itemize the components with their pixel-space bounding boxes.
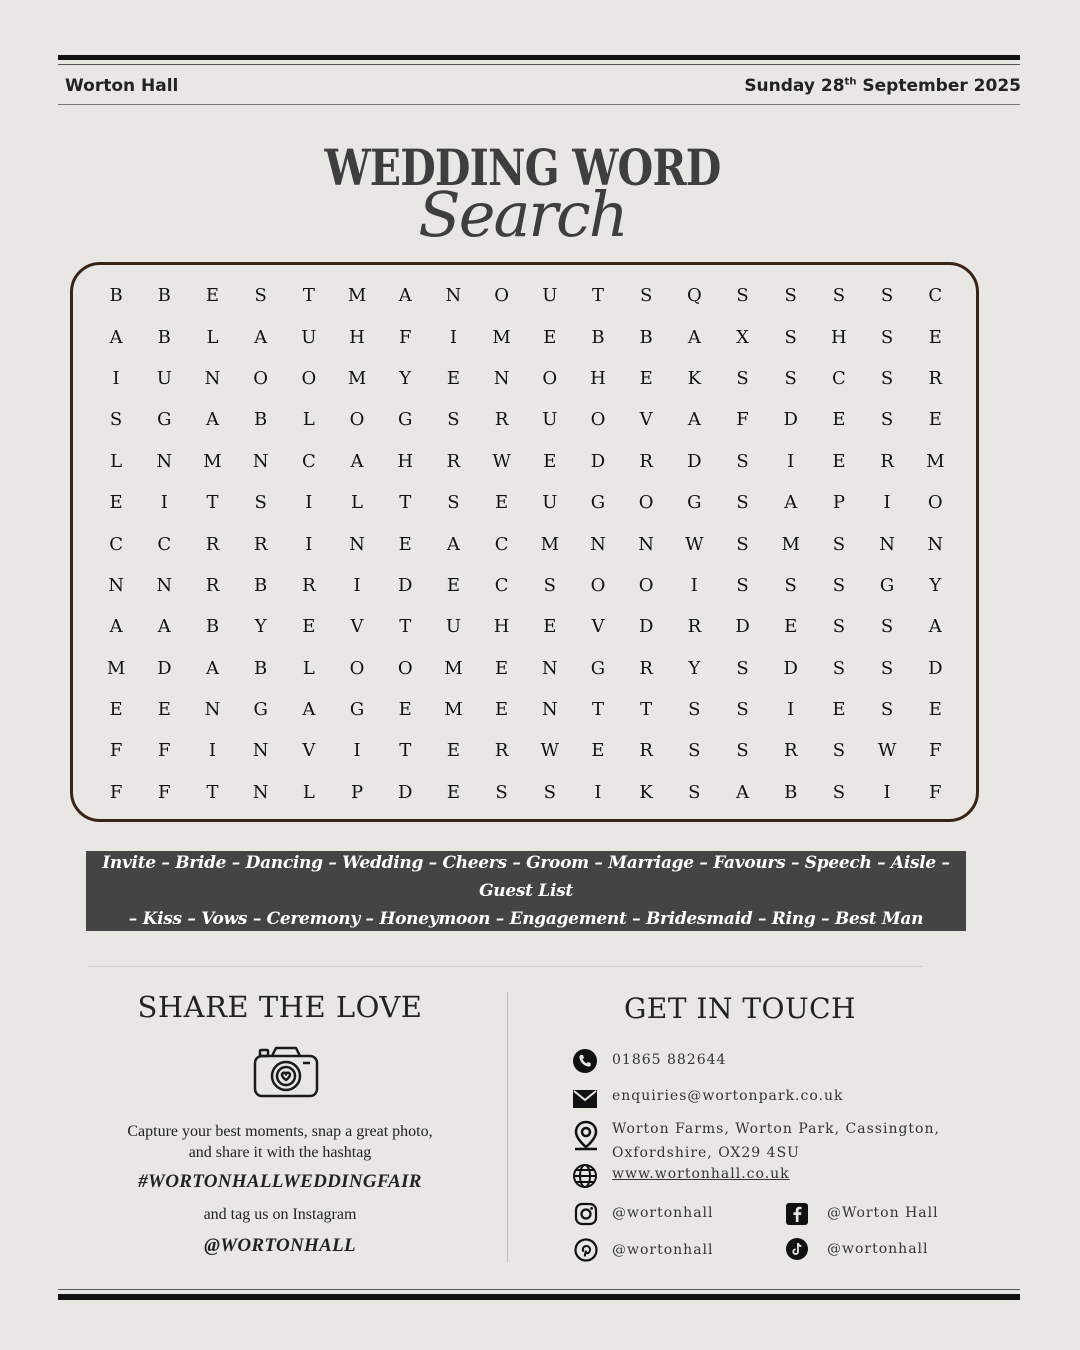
grid-letter: T (591, 699, 604, 721)
grid-letter: E (398, 699, 412, 721)
grid-letter: I (594, 781, 602, 803)
grid-letter: U (301, 326, 317, 348)
grid-letter: S (736, 699, 749, 721)
grid-letter: O (349, 409, 365, 431)
grid-letter: S (832, 657, 846, 679)
grid-letter: A (254, 326, 268, 348)
grid-letter: N (204, 699, 221, 721)
grid-letter: R (302, 574, 316, 596)
globe-icon (572, 1163, 598, 1194)
grid-letter: G (157, 409, 172, 431)
grid-letter: K (687, 367, 702, 389)
grid-letter: R (205, 533, 220, 555)
email-address[interactable]: enquiries@wortonpark.co.uk (612, 1088, 844, 1104)
grid-letter: E (784, 616, 798, 638)
grid-letter: E (832, 699, 846, 721)
grid-letter: O (927, 492, 943, 514)
grid-letter: Y (399, 367, 412, 389)
grid-letter: A (205, 657, 219, 679)
grid-letter: S (447, 492, 460, 514)
grid-letter: S (543, 574, 556, 596)
grid-letter: M (926, 450, 945, 472)
grid-letter: I (208, 740, 217, 762)
grid-letter: A (687, 409, 701, 431)
grid-letter: L (302, 409, 315, 431)
grid-letter: R (687, 616, 702, 638)
grid-letter: E (832, 450, 846, 472)
grid-letter: N (252, 740, 269, 762)
page-title: WEDDING WORD (324, 138, 721, 197)
grid-letter: E (639, 367, 653, 389)
grid-letter: N (156, 450, 173, 472)
bottom-rule-thin (58, 1289, 1020, 1290)
grid-letter: R (928, 367, 943, 389)
grid-letter: U (542, 285, 558, 307)
grid-letter: C (494, 533, 509, 555)
grid-letter: A (157, 616, 171, 638)
grid-letter: M (444, 657, 463, 679)
address (612, 1117, 940, 1165)
grid-letter: X (736, 326, 749, 348)
grid-letter: A (302, 699, 316, 721)
grid-letter: M (203, 450, 222, 472)
grid-letter: N (204, 367, 221, 389)
grid-letter: L (351, 492, 363, 514)
tiktok-icon (786, 1238, 808, 1265)
grid-letter: S (109, 409, 123, 431)
grid-letter: F (158, 781, 171, 803)
grid-letter: N (156, 574, 173, 596)
email-icon (572, 1089, 598, 1114)
grid-letter: S (880, 616, 894, 638)
grid-letter: Y (254, 616, 267, 638)
grid-letter: M (106, 657, 126, 679)
grid-letter: O (301, 367, 317, 389)
grid-letter: E (928, 409, 942, 431)
grid-letter: R (253, 533, 268, 555)
grid-letter: G (349, 699, 365, 721)
grid-letter: N (252, 450, 269, 472)
grid-letter: I (787, 450, 795, 472)
grid-letter: U (445, 616, 461, 638)
share-line-1: Capture your best moments, snap a great photo, (127, 1123, 433, 1140)
grid-letter: V (639, 409, 653, 431)
grid-letter: R (639, 450, 653, 472)
grid-letter: S (736, 574, 749, 596)
top-rule-thick (58, 55, 1020, 60)
grid-letter: B (157, 285, 171, 307)
grid-letter: S (880, 326, 894, 348)
grid-letter: E (205, 285, 220, 307)
grid-letter: C (494, 574, 509, 596)
grid-letter: O (638, 492, 654, 514)
grid-letter: N (252, 781, 269, 803)
grid-letter: N (638, 533, 655, 555)
grid-letter: D (928, 657, 943, 679)
grid-letter: S (447, 409, 460, 431)
grid-letter: F (109, 740, 123, 762)
grid-letter: W (877, 740, 897, 762)
grid-letter: D (157, 657, 172, 679)
grid-letter: S (736, 657, 749, 679)
grid-letter: E (495, 699, 509, 721)
header (65, 74, 1021, 98)
grid-letter: E (446, 367, 460, 389)
grid-letter: N (493, 367, 510, 389)
grid-letter: S (832, 740, 846, 762)
grid-letter: U (156, 367, 172, 389)
grid-letter: E (302, 616, 316, 638)
grid-letter: S (495, 781, 508, 803)
grid-letter: F (736, 409, 749, 431)
grid-letter: C (157, 533, 172, 555)
grid-letter: E (495, 657, 509, 679)
grid-letter: C (832, 367, 846, 389)
grid-letter: F (929, 740, 942, 762)
grid-letter: T (302, 285, 315, 307)
grid-letter: S (688, 781, 701, 803)
grid-letter: T (399, 740, 412, 762)
contact-title: GET IN TOUCH (624, 992, 856, 1025)
event-date: Sunday 28th September 2025 (744, 76, 1021, 96)
grid-letter: T (640, 699, 653, 721)
grid-letter: S (736, 450, 749, 472)
grid-letter: O (542, 367, 558, 389)
instagram-tag-line: and tag us on Instagram (203, 1206, 357, 1223)
grid-letter: I (160, 492, 168, 514)
grid-letter: L (110, 450, 123, 472)
grid-letter: N (879, 533, 895, 555)
grid-letter: E (543, 450, 557, 472)
word-list-line-1: Invite – Bride – Dancing – Wedding – Cheers – Groom – Marriage – Favours – Speech – Aisle – Guest List (102, 853, 950, 901)
grid-letter: G (590, 492, 606, 514)
grid-letter: D (590, 450, 606, 472)
instagram-handle-contact[interactable]: @wortonhall (612, 1205, 714, 1221)
grid-letter: R (639, 657, 653, 679)
page-title-script: Search (418, 178, 627, 251)
grid-letter: W (492, 450, 511, 472)
grid-letter: S (784, 285, 797, 307)
grid-letter: S (736, 533, 749, 555)
grid-letter: H (397, 450, 414, 472)
grid-letter: S (880, 699, 894, 721)
grid-letter: F (398, 326, 412, 348)
grid-letter: S (832, 781, 846, 803)
grid-letter: S (784, 574, 797, 596)
grid-letter: R (783, 740, 798, 762)
grid-letter: A (784, 492, 798, 514)
grid-letter: O (494, 285, 509, 307)
grid-letter: O (638, 574, 654, 596)
grid-letter: M (444, 699, 463, 721)
grid-letter: R (446, 450, 461, 472)
grid-letter: H (349, 326, 365, 348)
grid-letter: H (493, 616, 510, 638)
grid-letter: F (158, 740, 171, 762)
grid-letter: L (302, 657, 315, 679)
grid-letter: D (398, 781, 413, 803)
grid-letter: S (880, 409, 894, 431)
grid-letter: T (591, 285, 604, 307)
grid-letter: S (688, 740, 701, 762)
top-rule-thin (58, 64, 1020, 65)
grid-letter: E (109, 699, 123, 721)
grid-letter: A (398, 285, 412, 307)
grid-letter: C (928, 285, 943, 307)
grid-letter: S (254, 492, 267, 514)
grid-letter: I (353, 574, 361, 596)
grid-letter: N (541, 657, 558, 679)
instagram-icon (574, 1202, 598, 1231)
grid-letter: E (446, 781, 460, 803)
grid-letter: T (206, 781, 219, 803)
grid-letter: I (305, 533, 313, 555)
grid-letter: I (112, 367, 120, 389)
grid-letter: D (687, 450, 702, 472)
grid-letter: V (591, 616, 605, 638)
word-list (86, 851, 966, 931)
grid-letter: E (398, 533, 412, 555)
grid-letter: T (399, 492, 412, 514)
grid-letter: N (349, 533, 365, 555)
grid-letter: R (880, 450, 894, 472)
grid-letter: I (449, 326, 457, 348)
grid-letter: H (590, 367, 606, 389)
grid-letter: S (254, 285, 267, 307)
grid-letter: A (687, 326, 701, 348)
tiktok-handle[interactable]: @wortonhall (827, 1241, 929, 1257)
grid-letter: E (495, 492, 509, 514)
column-divider (507, 992, 508, 1262)
grid-letter: D (783, 409, 798, 431)
pinterest-icon (574, 1238, 598, 1267)
grid-letter: E (109, 492, 123, 514)
grid-letter: B (784, 781, 798, 803)
grid-letter: S (784, 367, 797, 389)
grid-letter: S (639, 285, 653, 307)
grid-letter: S (832, 616, 846, 638)
hashtag: #WORTONHALLWEDDINGFAIR (138, 1171, 422, 1192)
grid-letter: B (639, 326, 653, 348)
grid-letter: S (736, 492, 749, 514)
camera-heart-icon (252, 1044, 320, 1105)
grid-letter: K (639, 781, 653, 803)
grid-letter: S (880, 657, 894, 679)
header-underline (58, 104, 1020, 105)
grid-letter: O (590, 409, 606, 431)
venue-name: Worton Hall (65, 76, 179, 96)
grid-letter: A (446, 533, 460, 555)
grid-letter: I (787, 699, 795, 721)
grid-letter: G (590, 657, 606, 679)
grid-letter: S (832, 285, 846, 307)
grid-letter: B (205, 616, 220, 638)
grid-letter: L (206, 326, 219, 348)
grid-letter: S (736, 367, 749, 389)
grid-letter: A (109, 616, 123, 638)
grid-letter: I (690, 574, 698, 596)
grid-letter: M (540, 533, 559, 555)
grid-letter: U (542, 492, 558, 514)
grid-letter: D (735, 616, 750, 638)
grid-letter: A (736, 781, 750, 803)
facebook-icon (786, 1203, 808, 1230)
grid-letter: B (254, 409, 268, 431)
grid-letter: R (494, 740, 509, 762)
grid-letter: B (157, 326, 171, 348)
grid-letter: G (398, 409, 413, 431)
bottom-rule-thick (58, 1294, 1020, 1300)
grid-letter: A (350, 450, 364, 472)
phone-icon (572, 1048, 598, 1079)
share-description (100, 1121, 460, 1163)
grid-letter: D (638, 616, 654, 638)
grid-letter: W (540, 740, 560, 762)
grid-letter: C (109, 533, 123, 555)
grid-letter: M (781, 533, 800, 555)
grid-letter: O (349, 657, 365, 679)
share-line-2: and share it with the hashtag (188, 1144, 372, 1161)
grid-letter: S (736, 285, 749, 307)
grid-letter: E (157, 699, 171, 721)
grid-letter: V (350, 616, 364, 638)
grid-letter: E (928, 699, 942, 721)
grid-letter: R (639, 740, 653, 762)
grid-letter: N (590, 533, 606, 555)
grid-letter: Q (686, 285, 702, 307)
grid-letter: M (347, 367, 367, 389)
grid-letter: S (784, 326, 797, 348)
grid-letter: S (688, 699, 701, 721)
grid-letter: S (832, 574, 846, 596)
phone-number[interactable]: 01865 882644 (612, 1052, 727, 1068)
website-link[interactable]: www.wortonhall.co.uk (612, 1166, 790, 1182)
grid-letter: B (109, 285, 123, 307)
grid-letter: C (301, 450, 316, 472)
grid-letter: I (883, 781, 891, 803)
grid-letter: Y (929, 574, 942, 596)
section-divider (88, 966, 922, 967)
word-list-line-2: – Kiss – Vows – Ceremony – Honeymoon – Engagement – Bridesmaid – Ring – Best Man (128, 909, 924, 929)
grid-letter: M (347, 285, 367, 307)
grid-letter: F (109, 781, 123, 803)
grid-letter: G (687, 492, 702, 514)
grid-letter: G (879, 574, 895, 596)
grid-letter: R (205, 574, 220, 596)
share-title: SHARE THE LOVE (137, 990, 423, 1024)
grid-letter: B (254, 574, 268, 596)
address-line-1: Worton Farms, Worton Park, Cassington, (612, 1121, 940, 1137)
grid-letter: S (832, 533, 846, 555)
grid-letter: I (305, 492, 313, 514)
grid-letter: B (254, 657, 268, 679)
grid-letter: N (927, 533, 944, 555)
grid-letter: O (590, 574, 606, 596)
grid-letter: V (302, 740, 316, 762)
grid-letter: E (591, 740, 605, 762)
instagram-handle: @WORTONHALL (204, 1235, 356, 1256)
grid-letter: O (397, 657, 413, 679)
address-line-2: Oxfordshire, OX29 4SU (612, 1145, 800, 1161)
grid-letter: E (928, 326, 942, 348)
grid-letter: M (492, 326, 511, 348)
grid-letter: I (883, 492, 891, 514)
pinterest-handle[interactable]: @wortonhall (612, 1242, 714, 1258)
grid-letter: S (880, 285, 894, 307)
word-search-grid (92, 275, 959, 813)
grid-letter: G (253, 699, 268, 721)
grid-letter: S (880, 367, 894, 389)
grid-letter: T (206, 492, 219, 514)
grid-letter: N (541, 699, 558, 721)
grid-letter: E (832, 409, 846, 431)
grid-letter: B (591, 326, 605, 348)
grid-letter: A (928, 616, 942, 638)
grid-letter: Y (688, 657, 701, 679)
grid-letter: E (446, 574, 460, 596)
grid-letter: N (108, 574, 124, 596)
grid-letter: R (494, 409, 509, 431)
grid-letter: D (398, 574, 413, 596)
grid-letter: S (543, 781, 556, 803)
grid-letter: E (543, 326, 557, 348)
grid-letter: S (736, 740, 749, 762)
grid-letter: D (783, 657, 798, 679)
grid-letter: L (302, 781, 315, 803)
grid-letter: H (831, 326, 847, 348)
grid-letter: N (445, 285, 462, 307)
facebook-handle[interactable]: @Worton Hall (827, 1205, 939, 1221)
location-pin-icon (572, 1120, 600, 1157)
grid-letter: O (253, 367, 269, 389)
grid-letter: T (399, 616, 412, 638)
grid-letter: A (109, 326, 123, 348)
grid-letter: P (832, 492, 845, 514)
grid-letter: A (205, 409, 219, 431)
grid-letter: W (685, 533, 704, 555)
grid-letter: P (350, 781, 364, 803)
grid-letter: E (543, 616, 557, 638)
grid-letter: E (446, 740, 460, 762)
grid-letter: F (929, 781, 942, 803)
grid-letter: U (542, 409, 558, 431)
grid-letter: I (353, 740, 361, 762)
